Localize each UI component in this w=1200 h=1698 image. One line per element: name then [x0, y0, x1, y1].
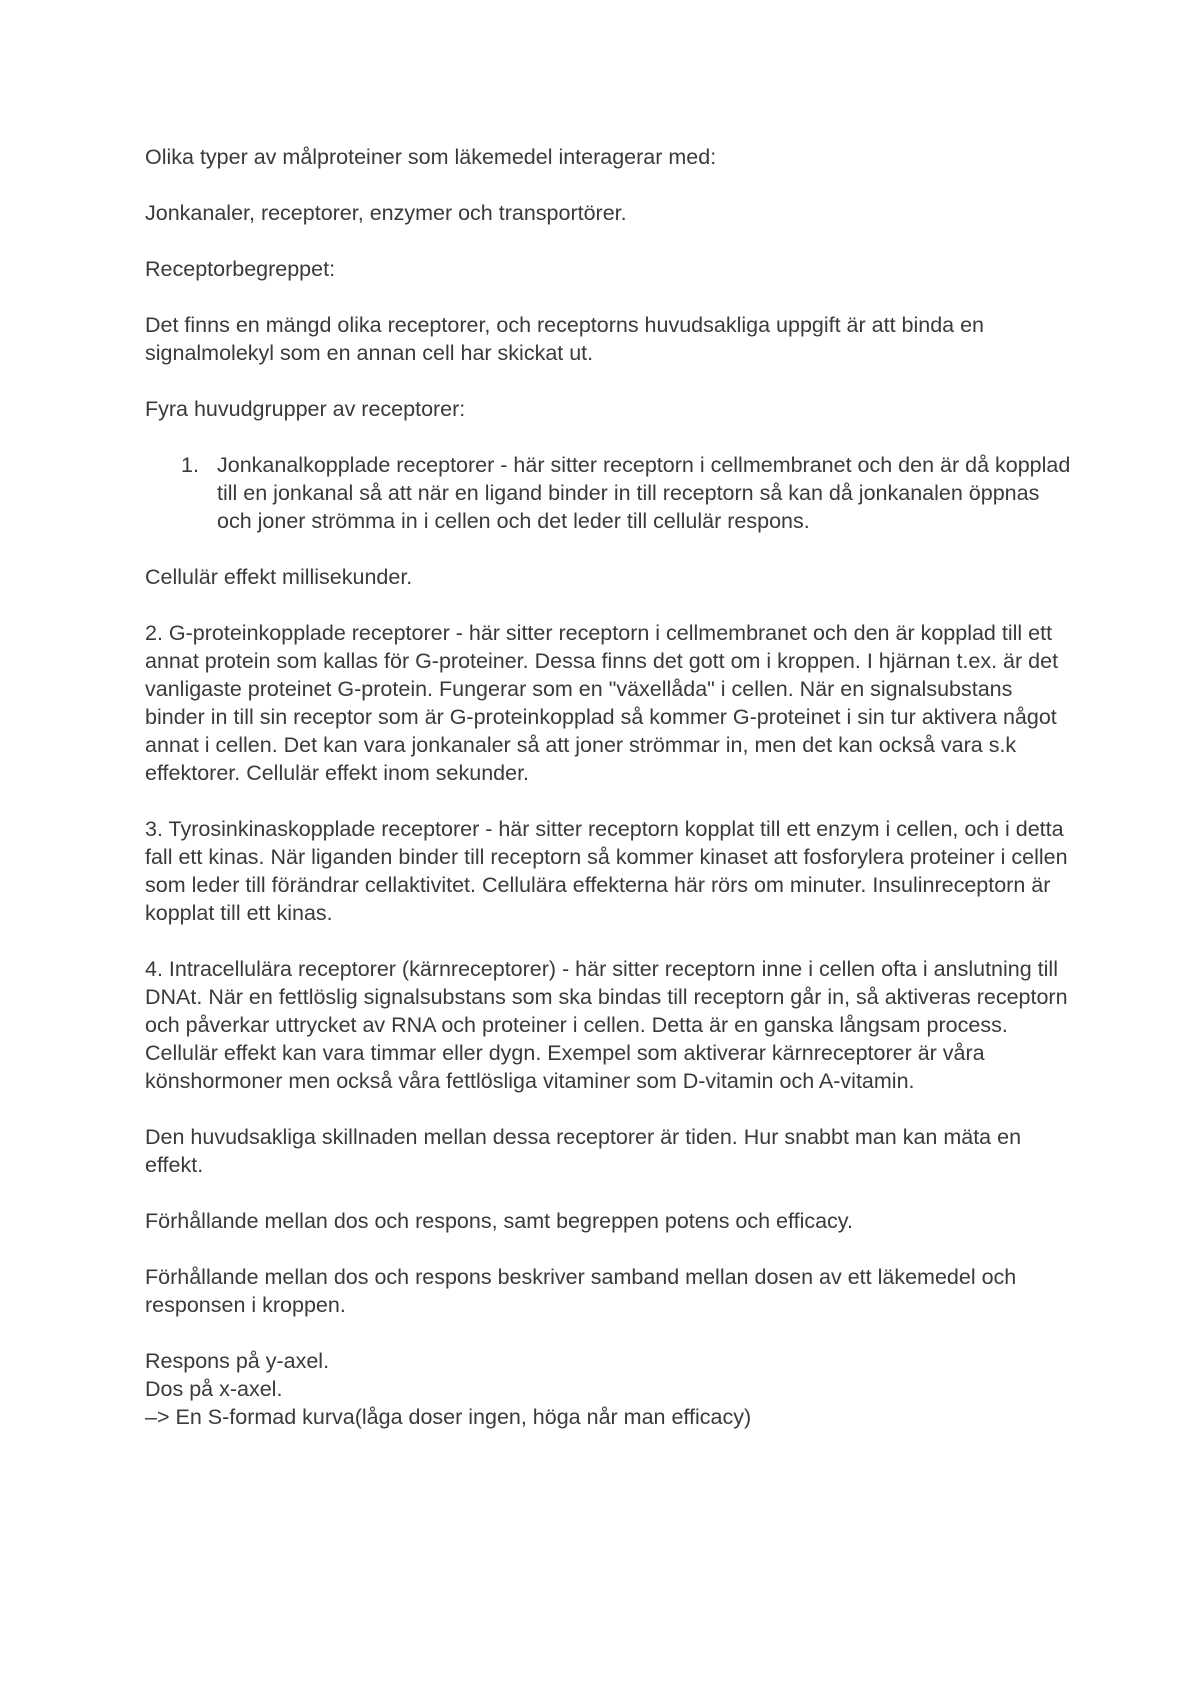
receptor-heading: Receptorbegreppet:: [145, 257, 336, 281]
list-marker: 1.: [181, 453, 199, 477]
target-types: Jonkanaler, receptorer, enzymer och transportörer.: [145, 201, 627, 225]
receptor-group-list: [145, 451, 1075, 535]
dose-response-description: Förhållande mellan dos och respons beskriver samband mellan dosen av ett läkemedel och responsen i kroppen.: [145, 1265, 1017, 1317]
x-axis-line: Dos på x-axel.: [145, 1377, 283, 1401]
list-item-text: Jonkanalkopplade receptorer - här sitter receptorn i cellmembranet och den är då kopplad till en jonkanal så att när en ligand binder in till receptorn så kan då jonkanalen öppnas och joner strömma in i cellen och det leder till cellulär respons.: [217, 453, 1071, 533]
receptor-description: Det finns en mängd olika receptorer, och receptorns huvudsakliga uppgift är att binda en signalmolekyl som en annan cell har skickat ut.: [145, 313, 985, 365]
list-item: [145, 451, 1075, 535]
intro-heading: Olika typer av målproteiner som läkemedel interagerar med:: [145, 145, 717, 169]
curve-line: –> En S-formad kurva(låga doser ingen, höga når man efficacy): [145, 1405, 752, 1429]
dose-response-heading: Förhållande mellan dos och respons, samt begreppen potens och efficacy.: [145, 1209, 853, 1233]
group-3-paragraph: 3. Tyrosinkinaskopplade receptorer - här sitter receptorn kopplat till ett enzym i cellen, och i detta fall ett kinas. När liganden binder till receptorn så kommer kinaset att fosforylera proteiner i cellen som leder till förändrar cellaktivitet. Cellulära effekterna här rörs om minuter. Insulinreceptorn är kopplat till ett kinas.: [145, 817, 1068, 925]
document-body: [145, 143, 1075, 1431]
main-difference: Den huvudsakliga skillnaden mellan dessa receptorer är tiden. Hur snabbt man kan mäta en effekt.: [145, 1125, 1022, 1177]
effect-milliseconds: Cellulär effekt millisekunder.: [145, 565, 413, 589]
groups-heading: Fyra huvudgrupper av receptorer:: [145, 397, 466, 421]
group-2-paragraph: 2. G-proteinkopplade receptorer - här sitter receptorn i cellmembranet och den är kopplad till ett annat protein som kallas för G-proteiner. Dessa finns det gott om i kroppen. I hjärnan t.ex. är det vanligaste proteinet G-protein. Fungerar som en "växellåda" i cellen. När en signalsubstans binder in till sin receptor som är G-proteinkopplad så kommer G-proteinet i sin tur aktivera något annat i cellen. Det kan vara jonkanaler så att joner strömmar in, men det kan också vara s.k effektorer. Cellulär effekt inom sekunder.: [145, 621, 1059, 785]
y-axis-line: Respons på y-axel.: [145, 1349, 330, 1373]
group-4-paragraph: 4. Intracellulära receptorer (kärnreceptorer) - här sitter receptorn inne i cellen ofta i anslutning till DNAt. När en fettlöslig signalsubstans som ska bindas till receptorn går in, så aktiveras receptorn och påverkar uttrycket av RNA och proteiner i cellen. Detta är en ganska långsam process. Cellulär effekt kan vara timmar eller dygn. Exempel som aktiverar kärnreceptorer är våra könshormoner men också våra fettlösliga vitaminer som D-vitamin och A-vitamin.: [145, 957, 1068, 1093]
